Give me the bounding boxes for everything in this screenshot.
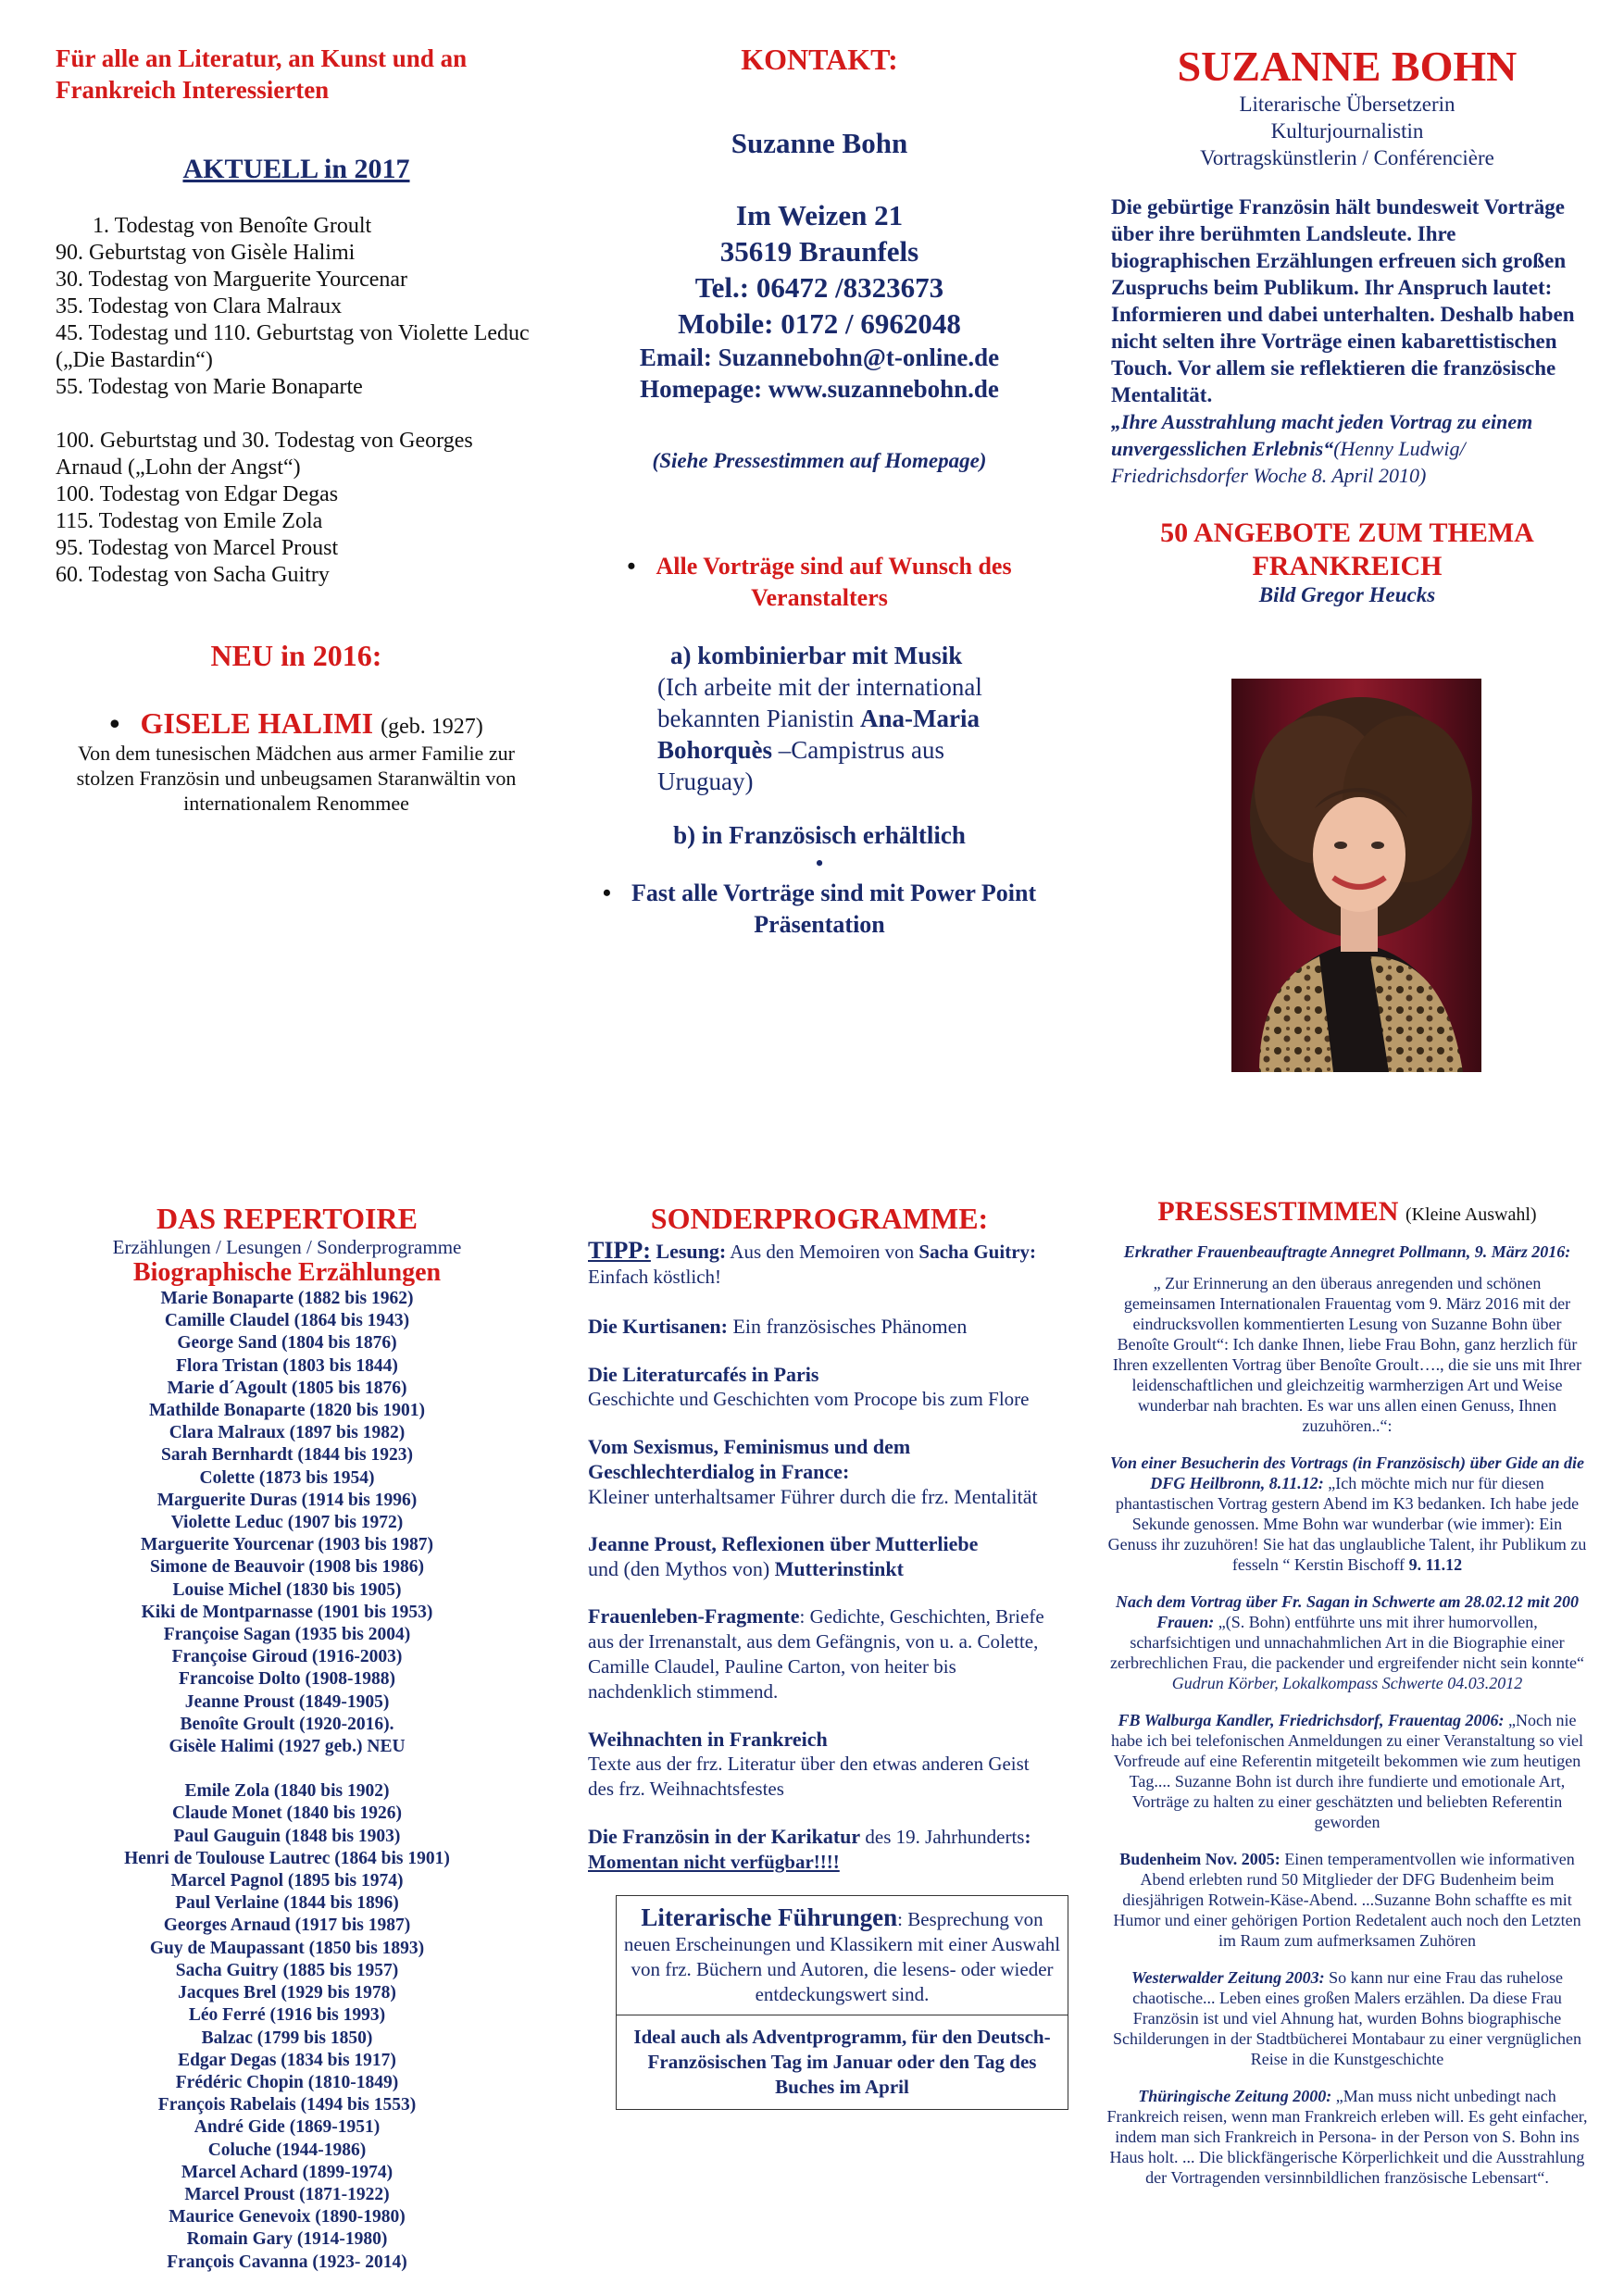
contact-address <box>593 197 1046 342</box>
program-text-bold: Mutterinstinkt <box>774 1557 904 1580</box>
program-frauenleben <box>588 1603 1051 1704</box>
panel-sonderprogramme <box>588 1202 1061 2110</box>
panel-kontakt <box>593 43 1046 941</box>
program-kurtisanen <box>588 1314 1051 1340</box>
press-text: „Man muss nicht unbedingt nach Frankreich reisen, wenn man Frankreich erleben will. Es geht einfacher, indem man sich Frankreich in Persona- in der Person von S. Bohn ins Haus holt. ... Die blickfängerische Körperlichkeit und die Ausstrahlung der Vortragenden versinnbildlichen französische Lebensart“. <box>1106 2087 1588 2187</box>
event-item: 30. Todestag von Marguerite Yourcenar <box>56 268 408 292</box>
repertoire-item: François Rabelais (1494 bis 1553) <box>157 2095 417 2115</box>
fuehrungen-text: : Besprechung von neuen Erscheinungen und Klassikern mit einer Auswahl von frz. Büchern und Autoren, die lesens- oder wieder entdeckungswert sind. <box>623 1908 1061 2005</box>
program-title: Die Literaturcafés in Paris <box>588 1363 819 1386</box>
aktuell-heading: AKTUELL in 2017 <box>182 154 410 184</box>
repertoire-item: George Sand (1804 bis 1876) <box>177 1333 397 1354</box>
press-source: Nach dem Vortrag über Fr. Sagan in Schwerte am 28.02.12 mit 200 Frauen: <box>1115 1592 1580 1631</box>
photo-credit: Bild Gregor Heucks <box>1258 583 1436 606</box>
option-a-text <box>657 671 1046 797</box>
fuehrungen-title: Literarische Führungen <box>641 1903 898 1931</box>
program-tipp <box>588 1238 1051 1290</box>
quote <box>1111 408 1583 489</box>
event-item: 1. Todestag von Benoîte Groult <box>93 214 372 238</box>
event-item: 100. Geburtstag und 30. Todestag von Georges Arnaud („Lohn der Angst“) <box>56 429 473 480</box>
press-text: So kann nur eine Frau das ruhelose chaotische... Leben eines großen Malers erzählen. Da diese Frau Französin ist und viel Ahnung hat, wurden Bohns biographische Schilderungen in der Stadtbücherei Montabaur zu einer vergnüglichen Reise in die Kunstgeschichte <box>1112 1968 1581 2068</box>
repertoire-item: Marguerite Yourcenar (1903 bis 1987) <box>141 1535 433 1555</box>
kontakt-heading: KONTAKT: <box>741 43 898 76</box>
presse-heading-small: (Kleine Auswahl) <box>1405 1204 1537 1225</box>
tipp-end: Einfach köstlich! <box>588 1266 722 1288</box>
press-source: Budenheim Nov. 2005: <box>1119 1850 1280 1868</box>
repertoire-item: Guy de Maupassant (1850 bis 1893) <box>149 1938 425 1958</box>
powerpoint-note <box>593 878 1046 941</box>
press-source: Thüringische Zeitung 2000: <box>1138 2087 1332 2105</box>
repertoire-item: Coluche (1944-1986) <box>207 2140 367 2160</box>
event-item: 90. Geburtstag von Gisèle Halimi <box>56 241 356 265</box>
bullet-divider: • <box>815 850 824 877</box>
repertoire-item: Balzac (1799 bis 1850) <box>201 2028 373 2048</box>
event-item: 100. Todestag von Edgar Degas <box>56 482 339 506</box>
press-quote <box>1106 2086 1588 2188</box>
sonder-heading: SONDERPROGRAMME: <box>650 1202 989 1235</box>
repertoire-list-women <box>65 1288 509 1758</box>
vortraege-note <box>593 551 1046 614</box>
program-status: Momentan nicht verfügbar!!!! <box>588 1851 840 1873</box>
option-a <box>593 640 1046 797</box>
program-title: Die Französin in der Karikatur <box>588 1825 861 1848</box>
repertoire-item: Sarah Bernhardt (1844 bis 1923) <box>161 1445 413 1466</box>
events-list <box>56 213 537 589</box>
repertoire-sub: Erzählungen / Lesungen / Sonderprogramme <box>112 1236 462 1258</box>
powerpoint-note-text: Fast alle Vorträge sind mit Power Point Präsentation <box>631 880 1037 938</box>
feature-title <box>56 706 537 741</box>
press-quote <box>1106 1710 1588 1832</box>
event-item: 55. Todestag von Marie Bonaparte <box>56 375 363 399</box>
tipp-text: Aus den Memoiren von <box>726 1241 919 1263</box>
press-quote <box>1106 1849 1588 1951</box>
program-text: Kleiner unterhaltsamer Führer durch die frz. Mentalität <box>588 1485 1038 1508</box>
contact-email: Email: Suzannebohn@t-online.de <box>639 343 1000 371</box>
program-text: : Gedichte, Geschichten, Briefe aus der Irrenanstalt, aus dem Gefängnis, von u. a. Colette, Camille Claudel, Pauline Carton, von heiter bis nachdenklich stimmend. <box>588 1605 1044 1703</box>
bio-text: Die gebürtige Französin hält bundesweit Vorträge über ihre berühmten Landsleute. Ihre biographischen Erzählungen erfreuen sich großen Zuspruchs beim Publikum. Ihr Anspruch lautet: Informieren und dabei unterhalten. Deshalb haben nicht selten ihre Vorträge einen kabarettistischen Touch. Vor allem sie reflektieren die französische Mentalität. <box>1111 195 1575 406</box>
event-item: 45. Todestag und 110. Geburtstag von Violette Leduc („Die Bastardin“) <box>56 321 530 372</box>
repertoire-item: Camille Claudel (1864 bis 1943) <box>164 1311 410 1331</box>
repertoire-item: Marguerite Duras (1914 bis 1996) <box>156 1490 418 1510</box>
option-b: b) in Französisch erhältlich <box>673 821 966 849</box>
repertoire-item: Romain Gary (1914-1980) <box>186 2229 388 2250</box>
presse-heading <box>1106 1196 1588 1227</box>
program-sexismus <box>588 1434 1051 1509</box>
press-text: „(S. Bohn) entführte uns mit ihrer humorvollen, scharfsichtigen und unnachahmlichen Art in die Biographie einer zerbrechlichen Frau, die packender und ergreifender nicht sein konnte“ <box>1110 1613 1584 1672</box>
page-title: SUZANNE BOHN <box>1177 43 1518 90</box>
repertoire-item: Edgar Degas (1834 bis 1917) <box>178 2050 396 2070</box>
repertoire-item: Léo Ferré (1916 bis 1993) <box>188 2005 386 2026</box>
quote-source: (Henny Ludwig/ Friedrichsdorfer Woche 8. April 2010) <box>1111 437 1466 487</box>
tipp-lesung: Lesung: <box>650 1240 727 1263</box>
repertoire-item: Emile Zola (1840 bis 1902) <box>184 1781 390 1802</box>
bio-heading: Biographische Erzählungen <box>132 1258 442 1287</box>
fuehrungen-box <box>616 1895 1068 2015</box>
option-a-text-1: (Ich arbeite mit der international bekannten Pianistin <box>657 673 982 732</box>
press-source: FB Walburga Kandler, Friedrichsdorf, Frauentag 2006: <box>1118 1711 1505 1729</box>
ideal-box: Ideal auch als Adventprogramm, für den Deutsch-Französischen Tag im Januar oder den Tag des Buches im April <box>616 2015 1068 2110</box>
repertoire-item: Benoîte Groult (1920-2016). <box>180 1714 394 1734</box>
press-text: Einen temperamentvollen wie informativen Abend erlebten rund 50 Mitglieder der DFG Budenheim beim diesjährigen Rotwein-Käse-Abend. ...Suzanne Bohn schaffte es mit Humor und einer gehörigen Portion Redetalent auch noch den Letzten im Raum zum aufmerksamen Zuhören <box>1113 1850 1581 1950</box>
press-quote <box>1106 1453 1588 1575</box>
press-quote <box>1106 1967 1588 2069</box>
repertoire-item: Françoise Giroud (1916-2003) <box>171 1647 403 1667</box>
role-item: Literarische Übersetzerin <box>1239 93 1455 116</box>
repertoire-list-men <box>65 1780 509 2273</box>
contact-online <box>593 342 1046 405</box>
repertoire-item: Gisèle Halimi (1927 geb.) NEU <box>169 1737 406 1757</box>
option-a-text-2: –Campistrus aus Uruguay) <box>657 736 945 795</box>
contact-mobile: Mobile: 0172 / 6962048 <box>678 307 961 340</box>
repertoire-item: Henri de Toulouse Lautrec (1864 bis 1901) <box>124 1848 450 1868</box>
repertoire-item: Maurice Genevoix (1890-1980) <box>169 2207 406 2227</box>
feature-name: GISELE HALIMI <box>140 706 374 740</box>
press-text: „Noch nie habe ich bei telefonischen Anmeldungen zu einer Veranstaltung so viel Vorfreude auf eine Referentin mitgeteilt bekommen wie zum heutigen Tag.... Suzanne Bohn ist durch ihre fundierte und emotionale Art, Vorträge zu halten zu einer geschätzten und beliebten Referentin geworden <box>1110 1711 1583 1831</box>
intro-text: Für alle an Literatur, an Kunst und an Frankreich Interessierten <box>56 44 468 104</box>
repertoire-item: Francoise Dolto (1908-1988) <box>179 1669 395 1690</box>
program-title: Die Kurtisanen: <box>588 1315 728 1338</box>
program-title: Jeanne Proust, Reflexionen über Mutterliebe <box>588 1532 979 1555</box>
repertoire-item: Marcel Achard (1899-1974) <box>181 2162 394 2182</box>
press-source: Von einer Besucherin des Vortrags (in Französisch) über Gide an die DFG Heilbronn, 8.11.12: <box>1109 1454 1585 1492</box>
contact-city: 35619 Braunfels <box>719 235 919 268</box>
program-text: des 19. Jahrhunderts <box>860 1826 1025 1848</box>
program-text: Texte aus der frz. Literatur über den etwas anderen Geist des frz. Weihnachtsfestes <box>588 1753 1030 1800</box>
press-date: 9. 11.12 <box>1408 1555 1463 1574</box>
repertoire-item: Jeanne Proust (1849-1905) <box>184 1691 390 1712</box>
event-item: 35. Todestag von Clara Malraux <box>56 294 343 318</box>
angebote-heading: 50 ANGEBOTE ZUM THEMA FRANKREICH <box>1160 518 1534 581</box>
repertoire-item: Claude Monet (1840 bis 1926) <box>171 1803 403 1824</box>
press-text: „ Zur Erinnerung an den überaus anregenden und schönen gemeinsamen Internationalen Frauentag vom 9. März 2016 mit der eindrucksvollen kommentierten Lesung von Suzanne Bohn über Benoîte Groult“: Ich danke Ihnen, liebe Frau Bohn, ganz herzlich für Ihren exzellenten Vortrag über Benoîte Groult…., die sie uns mit Ihrer leidenschaftlichen und gleichzeitig warmherzigen Art und Weise wunderbar nah brachten. Es war uns allen einen Genuss, Ihnen zuzuhören..“: <box>1112 1274 1582 1435</box>
repertoire-item: Sacha Guitry (1885 bis 1957) <box>175 1960 399 1980</box>
repertoire-item: Marcel Pagnol (1895 bis 1974) <box>170 1871 404 1891</box>
program-literaturcafes <box>588 1362 1051 1412</box>
press-quote <box>1106 1242 1588 1436</box>
repertoire-item: Colette (1873 bis 1954) <box>199 1467 375 1488</box>
option-a-pianist: Ana-Maria Bohorquès <box>657 705 980 764</box>
program-title: Weihnachten in Frankreich <box>588 1728 828 1751</box>
repertoire-item: Marcel Proust (1871-1922) <box>184 2184 390 2204</box>
repertoire-item: Frédéric Chopin (1810-1849) <box>175 2072 399 2092</box>
repertoire-item: Flora Tristan (1803 bis 1844) <box>176 1355 398 1376</box>
panel-about <box>1111 43 1583 607</box>
event-item: 95. Todestag von Marcel Proust <box>56 536 339 560</box>
repertoire-item: Paul Verlaine (1844 bis 1896) <box>175 1893 399 1914</box>
contact-name: Suzanne Bohn <box>731 127 908 159</box>
press-source: Westerwalder Zeitung 2003: <box>1131 1968 1325 1987</box>
roles <box>1111 91 1583 171</box>
event-item: 60. Todestag von Sacha Guitry <box>56 563 330 587</box>
tipp-name: Sacha Guitry: <box>918 1241 1037 1263</box>
panel-pressestimmen <box>1106 1196 1588 2188</box>
program-karikatur <box>588 1824 1051 1875</box>
press-source: Erkrather Frauenbeauftragte Annegret Pollmann, 9. März 2016: <box>1123 1242 1571 1261</box>
repertoire-item: Françoise Sagan (1935 bis 2004) <box>163 1625 411 1645</box>
presse-heading-text: PRESSESTIMMEN <box>1157 1196 1399 1227</box>
press-quote <box>1106 1591 1588 1693</box>
program-jeanne-proust <box>588 1531 1051 1581</box>
program-colon: : <box>1024 1826 1031 1848</box>
repertoire-item: Georges Arnaud (1917 bis 1987) <box>163 1915 411 1936</box>
vortraege-note-text: Alle Vorträge sind auf Wunsch des Veranstalters <box>656 553 1012 611</box>
panel-aktuell <box>56 43 537 816</box>
repertoire-item: Mathilde Bonaparte (1820 bis 1901) <box>149 1401 425 1421</box>
press-text: „Ich möchte mich nur für diesen phantastischen Vortrag gestern Abend im K3 bedanken. Ich habe jede Sekunde genossen. Mme Bohn war wunderbar (wie immer): Ein Genuss ihr zuzuhören! Sie hat das unglaubliche Talent, ihr Publikum zu fesseln “ Kerstin Bischoff <box>1107 1474 1587 1574</box>
role-item: Vortragskünstlerin / Conférencière <box>1200 146 1494 169</box>
option-a-head: a) kombinierbar mit Musik <box>670 642 963 669</box>
portrait-photo <box>1231 679 1481 1072</box>
repertoire-item: Jacques Brel (1929 bis 1978) <box>178 1983 396 2003</box>
program-text: Ein französisches Phänomen <box>727 1315 968 1338</box>
neu-heading: NEU in 2016: <box>210 639 382 672</box>
repertoire-item: Louise Michel (1830 bis 1905) <box>172 1579 402 1600</box>
repertoire-item: Violette Leduc (1907 bis 1972) <box>170 1513 404 1533</box>
program-text: Geschichte und Geschichten vom Procope bis zum Flore <box>588 1388 1030 1410</box>
repertoire-item: François Cavanna (1923- 2014) <box>167 2252 407 2272</box>
panel-repertoire <box>65 1202 509 2274</box>
feature-description: Von dem tunesischen Mädchen aus armer Familie zur stolzen Französin und unbeugsamen Staranwältin von internationalem Renommee <box>76 742 517 815</box>
repertoire-item: Simone de Beauvoir (1908 bis 1986) <box>150 1557 424 1578</box>
repertoire-item: André Gide (1869-1951) <box>194 2117 381 2138</box>
contact-homepage: Homepage: www.suzannebohn.de <box>640 375 999 403</box>
repertoire-heading: DAS REPERTOIRE <box>156 1202 418 1235</box>
tipp-label: TIPP: <box>588 1237 651 1264</box>
presse-note: (Siehe Pressestimmen auf Homepage) <box>652 449 987 472</box>
repertoire-item: Paul Gauguin (1848 bis 1903) <box>173 1826 401 1846</box>
repertoire-item: Clara Malraux (1897 bis 1982) <box>169 1423 406 1443</box>
program-title: Vom Sexismus, Feminismus und dem Geschlechterdialog in France: <box>588 1435 911 1483</box>
role-item: Kulturjournalistin <box>1270 119 1424 143</box>
contact-street: Im Weizen 21 <box>735 199 904 231</box>
repertoire-item: Marie d´Agoult (1805 bis 1876) <box>167 1378 407 1398</box>
repertoire-item: Kiki de Montparnasse (1901 bis 1953) <box>141 1602 433 1622</box>
press-citation: Gudrun Körber, Lokalkompass Schwerte 04.03.2012 <box>1171 1674 1523 1692</box>
program-title: Frauenleben-Fragmente <box>588 1604 800 1628</box>
program-text: und (den Mythos von) <box>588 1557 775 1580</box>
repertoire-item: Marie Bonaparte (1882 bis 1962) <box>160 1289 414 1308</box>
event-item: 115. Todestag von Emile Zola <box>56 509 323 533</box>
contact-tel: Tel.: 06472 /8323673 <box>694 271 944 304</box>
feature-born: (geb. 1927) <box>381 715 483 739</box>
quote-text: „Ihre Ausstrahlung macht jeden Vortrag zu einem unvergesslichen Erlebnis“ <box>1111 410 1533 460</box>
portrait-illustration <box>1231 679 1481 1072</box>
program-weihnachten <box>588 1727 1051 1802</box>
